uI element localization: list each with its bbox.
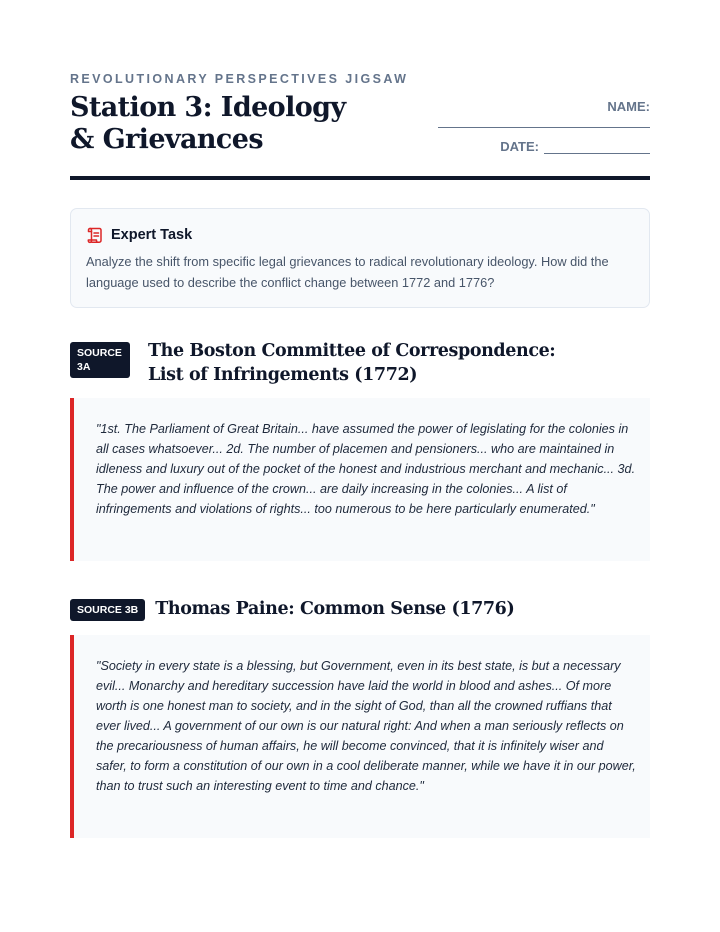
source-3b-quote [70, 635, 650, 838]
name-field[interactable] [438, 127, 650, 128]
source-title: Thomas Paine: Common Sense (1776) [155, 599, 515, 619]
source-3a-quote [70, 398, 650, 561]
source-badge: SOURCE 3A [70, 342, 130, 378]
quote-text: "Society in every state is a blessing, but Government, even in its best state, is but a necessary evil... Monarchy and hereditary succession have laid the world in blood and ashes... Of more worth is one honest man to society, and in the sight of God, than all the crowned ruffians that ever lived... A government of our own is our natural right: And when a man seriously reflects on the precariousness of human affairs, he will become convinced, that it is infinitely wiser and safer, to form a constitution of our own in a cool deliberate manner, while we have it in our power, than to trust such an interesting event to time and chance." [96, 659, 636, 793]
date-label: DATE: [500, 139, 539, 154]
name-label: NAME: [607, 99, 650, 114]
expert-task-box [70, 208, 650, 308]
date-field[interactable] [544, 141, 650, 154]
expert-task-body: Analyze the shift from specific legal grievances to radical revolutionary ideology. How did the language used to describe the conflict change between 1772 and 1776? [86, 254, 609, 290]
date-field-row [500, 139, 650, 154]
header-divider [70, 176, 650, 180]
expert-task-title: Expert Task [111, 227, 193, 243]
scroll-icon [86, 226, 104, 244]
quote-text: "1st. The Parliament of Great Britain... have assumed the power of legislating for the colonies in all cases whatsoever... 2d. The number of placemen and pensioners... who are maintained in idleness and luxury out of the pocket of the honest and industrious merchant and mechanic... 3d. The power and influence of the crown... are daily increasing in the colonies... A list of infringements and violations of rights... too numerous to be here particularly enumerated." [96, 422, 636, 516]
source-3a-heading [70, 339, 568, 387]
page-title: Station 3: Ideology & Grievances [70, 92, 346, 155]
expert-task-heading [86, 226, 192, 244]
series-kicker: REVOLUTIONARY PERSPECTIVES JIGSAW [70, 72, 409, 86]
source-3b-heading [70, 597, 514, 621]
source-title: The Boston Committee of Correspondence: List of Infringements (1772) [148, 341, 556, 385]
source-badge: SOURCE 3B [70, 599, 145, 621]
